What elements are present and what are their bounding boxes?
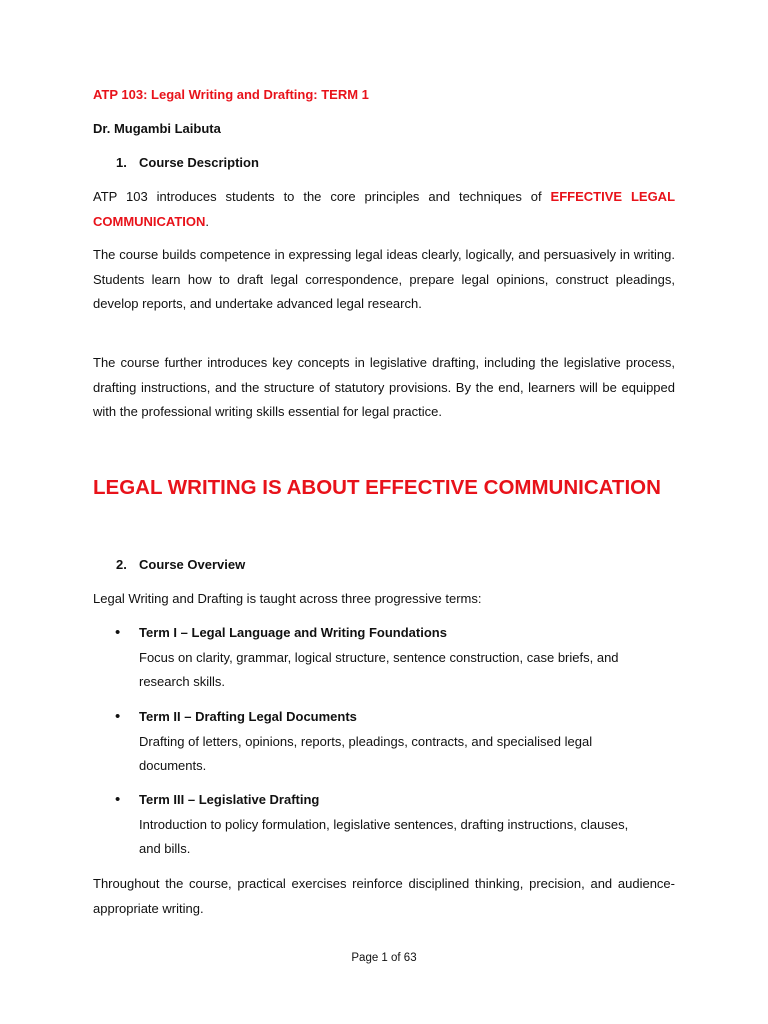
- term-title: Term I – Legal Language and Writing Foundations: [139, 625, 447, 640]
- section-2-heading: Course Overview: [139, 557, 246, 572]
- term-item: [139, 705, 675, 779]
- lecturer-name: Dr. Mugambi Laibuta: [93, 121, 221, 136]
- bullet-icon: •: [115, 624, 121, 641]
- term-description-line: Focus on clarity, grammar, logical structure, sentence construction, case briefs, and: [139, 649, 619, 665]
- description-paragraph-3: The course further introduces key concepts in legislative drafting, including the legislative process, drafting instructions, and the structure of statutory provisions. By the end, learners will be equipped with the professional writing skills essential for legal practice.: [93, 355, 675, 419]
- term-title: Term III – Legislative Drafting: [139, 792, 320, 807]
- page-number: Page 1 of 63: [351, 952, 417, 964]
- intro-paragraph: [93, 185, 675, 234]
- intro-highlight: EFFECTIVE LEGAL COMMUNICATION: [93, 189, 676, 229]
- term-description-line: documents.: [139, 758, 207, 773]
- term-title: Term II – Drafting Legal Documents: [139, 709, 357, 724]
- bullet-icon: •: [115, 791, 121, 808]
- course-title: ATP 103: Legal Writing and Drafting: TERM 1: [93, 87, 369, 102]
- description-paragraph-2: The course builds competence in expressing legal ideas clearly, logically, and persuasively in writing. Students learn how to draft legal correspondence, prepare legal opinions, construct pleadings, develop reports, and undertake advanced legal research.: [93, 247, 675, 311]
- section-1-number: 1.: [116, 155, 127, 170]
- term-description-line: Introduction to policy formulation, legislative sentences, drafting instructions, clauses,: [139, 816, 629, 832]
- term-description-line: Drafting of letters, opinions, reports, pleadings, contracts, and specialised legal: [139, 733, 593, 749]
- bullet-icon: •: [115, 708, 121, 725]
- term-description-line: and bills.: [139, 841, 191, 856]
- term-item: [139, 621, 675, 695]
- intro-end: .: [205, 213, 210, 229]
- overview-intro: Legal Writing and Drafting is taught across three progressive terms:: [93, 591, 482, 606]
- section-1-heading: Course Description: [139, 155, 259, 170]
- closing-paragraph: Throughout the course, practical exercises reinforce disciplined thinking, precision, and audience-appropriate writing.: [93, 876, 675, 916]
- banner-heading: LEGAL WRITING IS ABOUT EFFECTIVE COMMUNICATION: [93, 476, 661, 499]
- section-2-number: 2.: [116, 557, 127, 572]
- term-item: [139, 788, 675, 862]
- intro-text: ATP 103 introduces students to the core principles and techniques of: [93, 189, 551, 204]
- term-description-line: research skills.: [139, 674, 225, 689]
